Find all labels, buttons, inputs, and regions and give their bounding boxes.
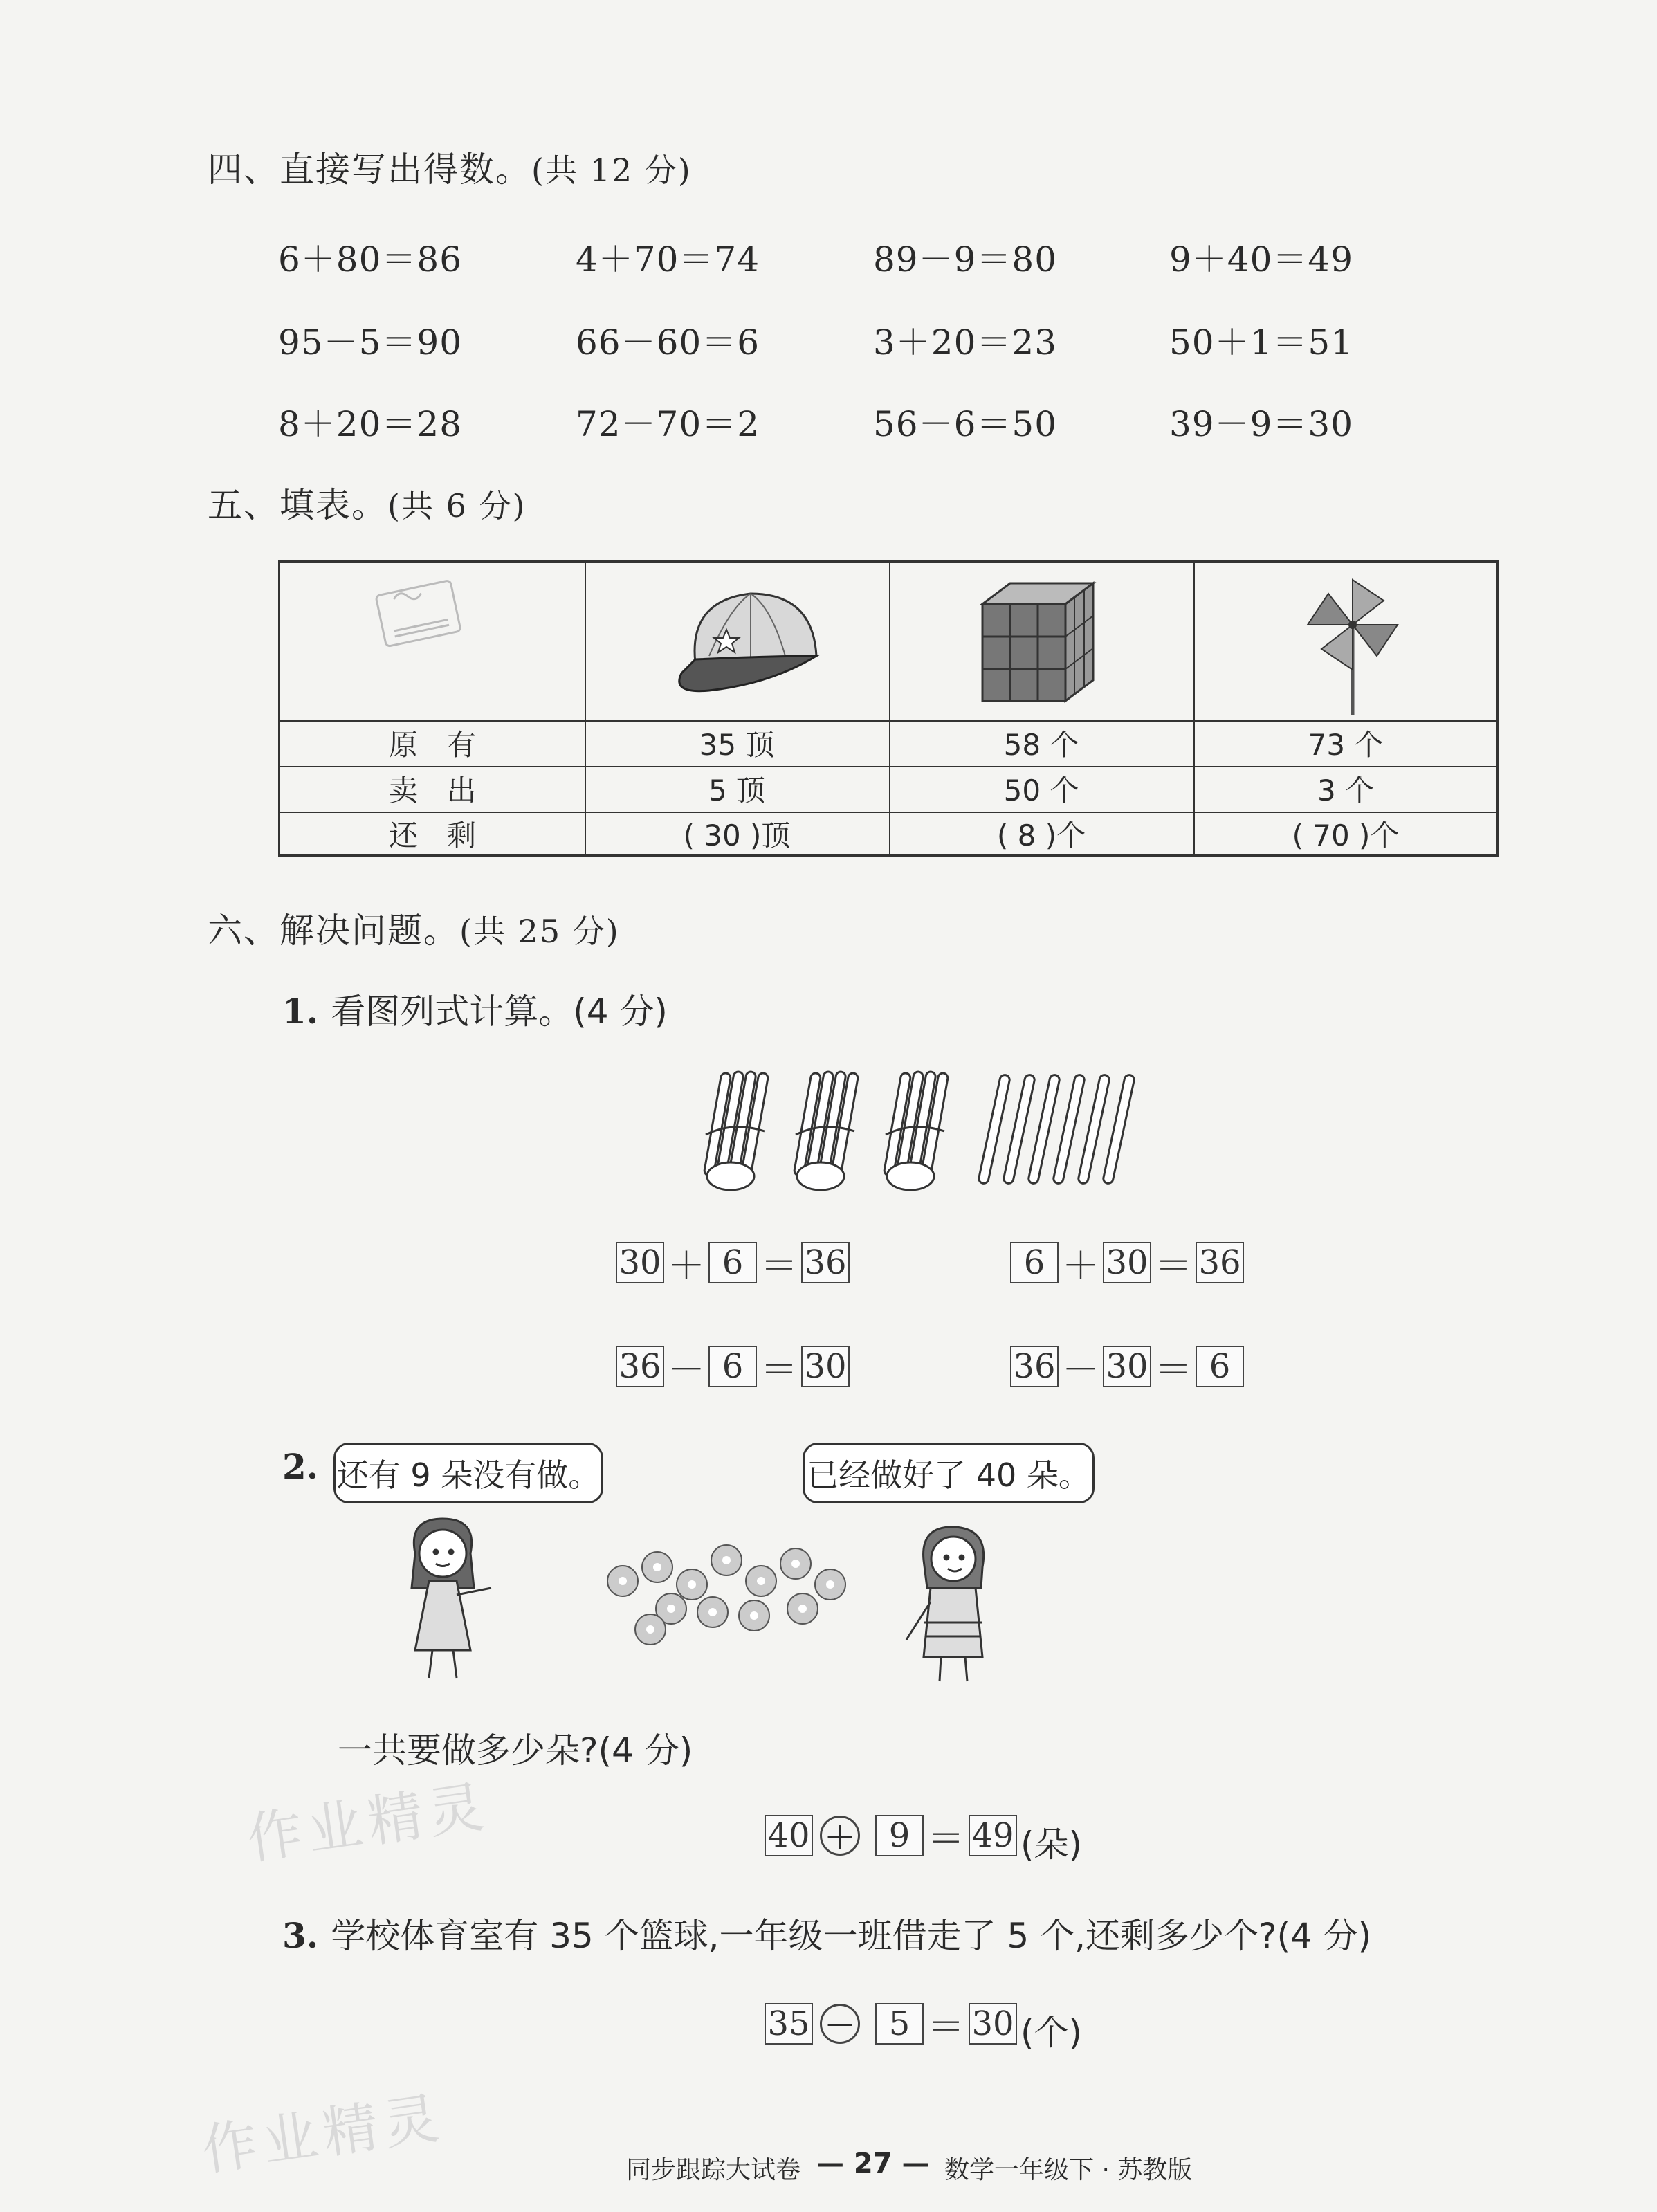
q3-eq: ＝ <box>927 2004 964 2049</box>
q1-eq1-a[interactable]: 30 <box>616 1242 664 1283</box>
cap-original: 35 顶 <box>699 728 775 762</box>
page-number: — 27 — <box>816 2148 930 2179</box>
pinwheel-icon <box>1301 573 1404 718</box>
q1-number: 1. <box>282 991 319 1032</box>
q1-eq2-b[interactable]: 30 <box>1103 1242 1151 1283</box>
fill-table <box>278 560 1499 857</box>
section5-title: 五、填表。 <box>208 485 387 525</box>
girl-left-illustration <box>387 1512 505 1685</box>
q1-eq4-result[interactable]: 6 <box>1196 1346 1244 1387</box>
q3-text: 学校体育室有 35 个篮球,一年级一班借走了 5 个,还剩多少个? <box>331 1916 1277 1956</box>
q1-eq2-eq: ＝ <box>1155 1243 1192 1288</box>
calc-1-4: 9＋40＝49 <box>1169 239 1354 280</box>
q1-eq3-result[interactable]: 30 <box>801 1346 850 1387</box>
q2-question-line <box>338 1723 693 1773</box>
q3-unit: (个) <box>1020 2013 1083 2053</box>
section6-heading <box>208 903 620 953</box>
calc-2-3: 3＋20＝23 <box>873 322 1058 363</box>
q3-prompt <box>282 1908 1371 1958</box>
q2-eq: ＝ <box>927 1816 964 1861</box>
footer-right: 数学一年级下 · 苏教版 <box>944 2156 1193 2184</box>
q1-points: (4 分) <box>573 991 668 1032</box>
calc-3-1: 8＋20＝28 <box>278 404 463 444</box>
q3-points: (4 分) <box>1276 1916 1372 1956</box>
row-label-remain: 还 剩 <box>388 819 476 852</box>
cube-remain: ( 8 )个 <box>996 819 1086 852</box>
q1-eq2-result[interactable]: 36 <box>1196 1242 1244 1283</box>
q1-eq3-eq: ＝ <box>760 1347 798 1391</box>
q1-eq3-op: － <box>668 1347 705 1391</box>
q1-eq1-result[interactable]: 36 <box>801 1242 850 1283</box>
watermark-1: 作业精灵 <box>243 1773 493 1872</box>
rubiks-cube-icon <box>976 576 1100 708</box>
q1-eq4-eq: ＝ <box>1155 1347 1192 1391</box>
stamp-logo-icon <box>370 576 474 652</box>
q1-eq2-a[interactable]: 6 <box>1010 1242 1059 1283</box>
q2-op[interactable]: ＋ <box>820 1816 860 1856</box>
calc-3-2: 72－70＝2 <box>576 404 760 444</box>
calc-3-4: 39－9＝30 <box>1169 404 1354 444</box>
q3-op[interactable]: － <box>820 2004 860 2044</box>
q2-unit: (朵) <box>1020 1825 1083 1865</box>
calc-2-1: 95－5＝90 <box>278 322 463 363</box>
q2-number: 2. <box>282 1446 319 1487</box>
q1-eq4-op: － <box>1062 1347 1099 1391</box>
q1-text: 看图列式计算。 <box>331 991 574 1032</box>
q1-eq3-b[interactable]: 6 <box>708 1346 757 1387</box>
q3-b[interactable]: 5 <box>875 2003 924 2045</box>
q1-eq3-a[interactable]: 36 <box>616 1346 664 1387</box>
section5-points: (共 6 分) <box>387 487 527 524</box>
q1-eq1-eq: ＝ <box>760 1243 798 1288</box>
cap-sold: 5 顶 <box>708 774 766 807</box>
row-label-sold: 卖 出 <box>388 774 476 807</box>
section6-title: 六、解决问题。 <box>208 911 459 951</box>
speech-bubble-left: 还有 9 朵没有做。 <box>333 1443 603 1503</box>
pinwheel-sold: 3 个 <box>1317 774 1375 807</box>
q1-prompt <box>282 984 668 1034</box>
calc-1-1: 6＋80＝86 <box>278 239 463 280</box>
paper-flowers-icon <box>595 1533 858 1650</box>
stick-bundles-icon <box>699 1066 1169 1197</box>
calc-1-3: 89－9＝80 <box>873 239 1058 280</box>
q2-result[interactable]: 49 <box>969 1815 1017 1856</box>
speech-bubble-right: 已经做好了 40 朵。 <box>803 1443 1095 1503</box>
section5-heading <box>208 477 526 527</box>
calc-2-2: 66－60＝6 <box>576 322 760 363</box>
q3-a[interactable]: 35 <box>765 2003 813 2045</box>
cap-icon <box>668 580 827 704</box>
q1-eq2-op: ＋ <box>1062 1243 1099 1288</box>
footer-left: 同步跟踪大试卷 <box>626 2156 801 2184</box>
section4-heading <box>208 142 692 192</box>
q1-eq1-b[interactable]: 6 <box>708 1242 757 1283</box>
girl-right-illustration <box>892 1519 1010 1685</box>
q1-eq4-a[interactable]: 36 <box>1010 1346 1059 1387</box>
watermark-2: 作业精灵 <box>198 2085 448 2183</box>
q1-eq1-op: ＋ <box>668 1243 705 1288</box>
q2-number-wrap <box>282 1446 331 1487</box>
calc-1-2: 4＋70＝74 <box>576 239 760 280</box>
q2-points: (4 分) <box>598 1730 693 1771</box>
section4-title: 四、直接写出得数。 <box>208 149 531 190</box>
q2-question: 一共要做多少朵? <box>338 1730 598 1771</box>
cap-remain: ( 30 )顶 <box>683 819 791 852</box>
calc-2-4: 50＋1＝51 <box>1169 322 1354 363</box>
q2-a[interactable]: 40 <box>765 1815 813 1856</box>
pinwheel-original: 73 个 <box>1308 728 1384 762</box>
row-label-original: 原 有 <box>388 728 476 762</box>
cube-original: 58 个 <box>1003 728 1079 762</box>
q3-result[interactable]: 30 <box>969 2003 1017 2045</box>
q3-number: 3. <box>282 1915 319 1956</box>
q2-b[interactable]: 9 <box>875 1815 924 1856</box>
q1-eq4-b[interactable]: 30 <box>1103 1346 1151 1387</box>
section6-points: (共 25 分) <box>459 913 620 950</box>
section4-points: (共 12 分) <box>531 152 692 189</box>
calc-3-3: 56－6＝50 <box>873 404 1058 444</box>
pinwheel-remain: ( 70 )个 <box>1292 819 1400 852</box>
cube-sold: 50 个 <box>1003 774 1079 807</box>
